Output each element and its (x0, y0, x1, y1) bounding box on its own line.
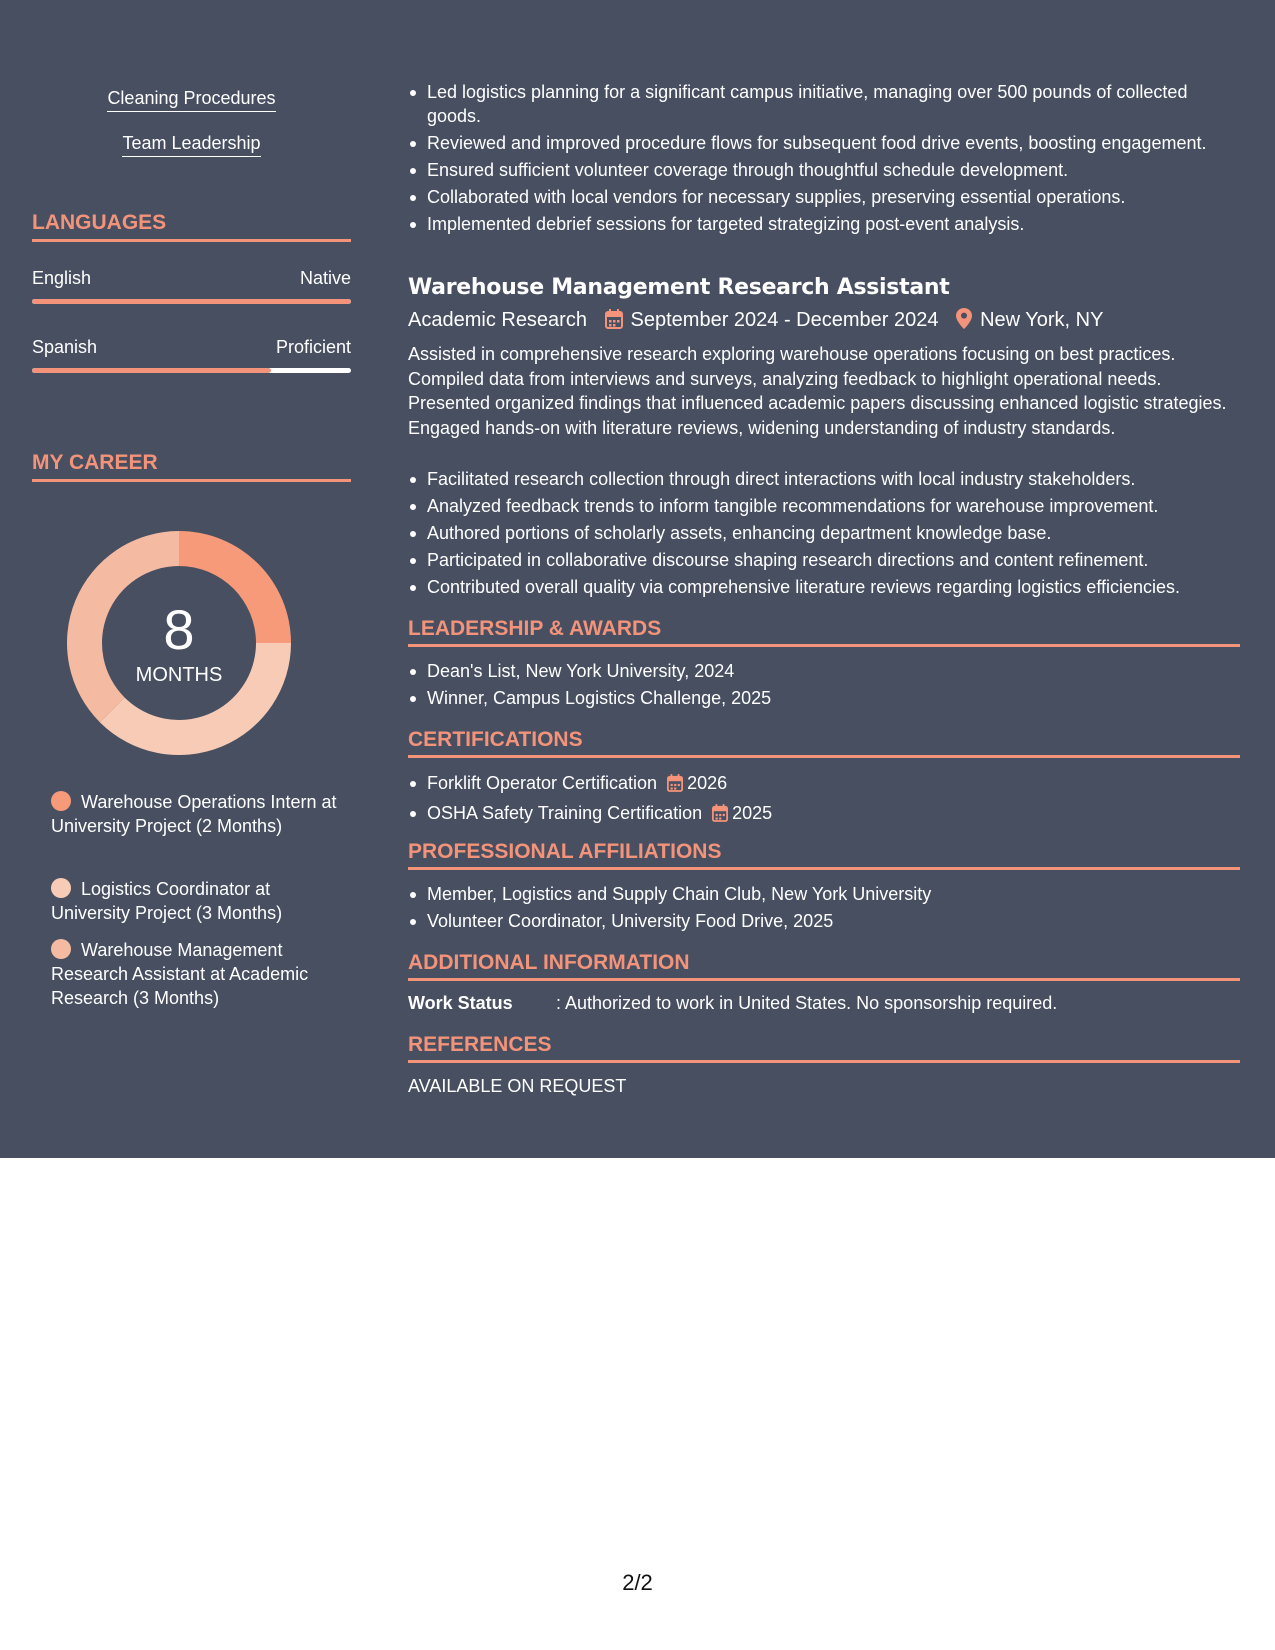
legend-dot (51, 791, 71, 811)
cert-year: 2026 (687, 773, 728, 793)
language-english: English Native (32, 268, 351, 288)
list-item: Contributed overall quality via comprehensive literature reviews regarding logistics efficiencies. (408, 575, 1240, 599)
list-item: Ensured sufficient volunteer coverage through thoughtful schedule development. (408, 158, 1240, 182)
awards-list (408, 659, 1240, 713)
career-donut-chart (66, 530, 292, 756)
certifications-list (408, 771, 1240, 831)
list-item: Participated in collaborative discourse shaping research directions and content refinement. (408, 548, 1240, 572)
work-status-value: : Authorized to work in United States. No sponsorship required. (556, 993, 1058, 1013)
job-company: Academic Research (408, 309, 587, 331)
list-item: Reviewed and improved procedure flows for subsequent food drive events, boosting engagement. (408, 131, 1240, 155)
language-spanish: Spanish Proficient (32, 337, 351, 357)
calendar-icon (667, 774, 683, 798)
career-total-months: 8 (163, 598, 195, 661)
awards-heading: LEADERSHIP & AWARDS (408, 617, 1240, 647)
previous-job-bullets (408, 80, 1240, 239)
language-english-bar (32, 299, 351, 304)
list-item: Implemented debrief sessions for targeted strategizing post-event analysis. (408, 212, 1240, 236)
work-status-row (408, 993, 1057, 1014)
list-item: Led logistics planning for a significant campus initiative, managing over 500 pounds of collected goods. (408, 80, 1240, 128)
list-item: Collaborated with local vendors for necessary supplies, preserving essential operations. (408, 185, 1240, 209)
language-spanish-fill (32, 368, 271, 373)
job-location: New York, NY (980, 309, 1104, 331)
work-status-label: Work Status (408, 993, 513, 1013)
references-value: AVAILABLE ON REQUEST (408, 1076, 627, 1096)
certifications-heading: CERTIFICATIONS (408, 728, 1240, 758)
legend-dot (51, 878, 71, 898)
affiliations-list (408, 882, 1240, 936)
career-legend-item: Warehouse Management Research Assistant at Academic Research (3 Months) (51, 940, 309, 1008)
skill-team-leadership: Team Leadership (32, 133, 351, 154)
job-dates: September 2024 - December 2024 (630, 309, 939, 331)
cert-year: 2025 (732, 803, 773, 823)
list-item: Facilitated research collection through direct interactions with local industry stakeholders. (408, 467, 1240, 491)
job-meta (408, 308, 1103, 335)
page-number: 2/2 (622, 1570, 653, 1595)
affiliations-heading: PROFESSIONAL AFFILIATIONS (408, 840, 1240, 870)
language-spanish-bar (32, 368, 351, 373)
list-item: Winner, Campus Logistics Challenge, 2025 (408, 686, 1240, 710)
career-legend-item: Logistics Coordinator at University Project (3 Months) (51, 879, 283, 923)
location-pin-icon (956, 308, 972, 335)
list-item: OSHA Safety Training Certification 2025 (408, 801, 1240, 828)
career-months-label: MONTHS (135, 664, 223, 686)
career-legend-item: Warehouse Operations Intern at University Project (2 Months) (51, 792, 337, 836)
list-item: Forklift Operator Certification 2026 (408, 771, 1240, 798)
skill-cleaning-procedures: Cleaning Procedures (32, 88, 351, 109)
list-item: Dean's List, New York University, 2024 (408, 659, 1240, 683)
list-item: Member, Logistics and Supply Chain Club, New York University (408, 882, 1240, 906)
additional-info-heading: ADDITIONAL INFORMATION (408, 951, 1240, 981)
languages-heading: LANGUAGES (32, 211, 351, 242)
calendar-icon (712, 804, 728, 828)
references-heading: REFERENCES (408, 1033, 1240, 1063)
job-description: Assisted in comprehensive research exploring warehouse operations focusing on best practices. Compiled data from interviews and surveys, analyzing feedback to highlight operational needs. Presented organized findings that influenced academic papers discussing enhanced logistic strategies. Engaged hands-on with literature reviews, widening understanding of industry standards. (408, 344, 1227, 438)
legend-dot (51, 939, 71, 959)
calendar-icon (605, 309, 623, 335)
list-item: Analyzed feedback trends to inform tangible recommendations for warehouse improvement. (408, 494, 1240, 518)
language-english-fill (32, 299, 351, 304)
career-heading: MY CAREER (32, 451, 351, 482)
job-bullets (408, 467, 1240, 602)
list-item: Volunteer Coordinator, University Food Drive, 2025 (408, 909, 1240, 933)
job-title: Warehouse Management Research Assistant (408, 275, 950, 300)
list-item: Authored portions of scholarly assets, enhancing department knowledge base. (408, 521, 1240, 545)
